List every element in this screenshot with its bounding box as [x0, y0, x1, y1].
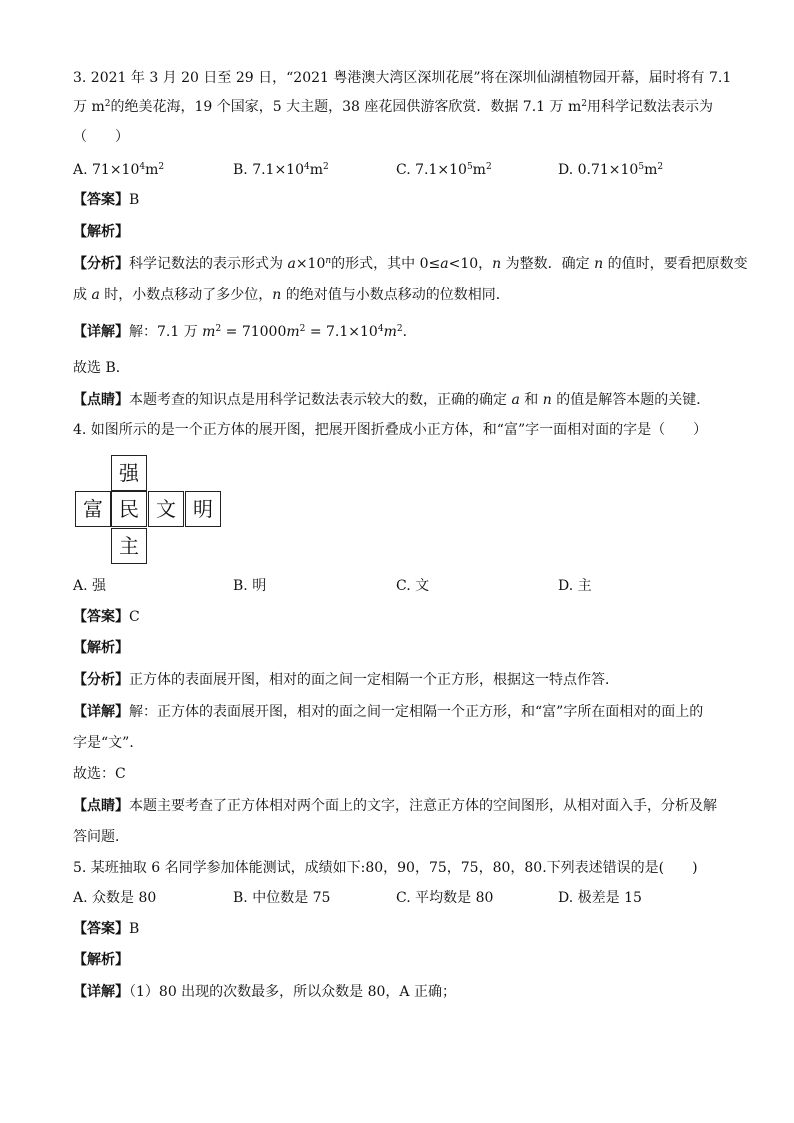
q3-xiangjie: 【详解】解：7.1 万 $m^2 = 71000m^2 = 7.1\times 10^4m^2$．	[73, 324, 417, 340]
q3-stem-line-1: 3. 2021 年 3 月 20 日至 29 日，“2021 粤港澳大湾区深圳花展”将在深圳仙湖植物园开幕，届时将有 7.1	[73, 70, 732, 86]
net-cell-center: 民	[111, 491, 147, 527]
q3-answer: 【答案】B	[73, 192, 140, 208]
q4-stem: 4. 如图所示的是一个正方体的展开图，把展开图折叠成小正方体，和“富”字一面相对面的字是（ ）	[73, 422, 708, 438]
q3-fenxi-line-1: 【分析】科学记数法的表示形式为 $a\times 10^n$的形式，其中 0≤a<10，n 为整数．确定 n 的值时，要看把原数变	[73, 256, 748, 272]
net-cell-top: 强	[111, 455, 147, 491]
q3-option-d: D. $0.71\times 10^5m^2$	[558, 162, 664, 178]
q5-option-a: A. 众数是 80	[73, 890, 157, 906]
q3-option-c: C. $7.1\times 10^5m^2$	[396, 162, 492, 178]
q5-jiexi: 【解析】	[73, 952, 129, 968]
q3-stem-line-2: 万 $m^2$的绝美花海，19 个国家，5 大主题，38 座花园供游客欣赏．数据 7.1 万 $m^2$用科学记数法表示为	[73, 99, 713, 115]
q4-guxuan: 故选：C	[73, 766, 126, 782]
q3-stem-line-3: （ ）	[73, 129, 129, 145]
q4-option-c: C. 文	[396, 578, 430, 594]
q5-xiangjie: 【详解】（1）80 出现的次数最多，所以众数是 80，A 正确；	[73, 984, 456, 1000]
q4-option-d: D. 主	[558, 578, 592, 594]
q4-dianjing-line-1: 【点睛】本题主要考查了正方体相对两个面上的文字，注意正方体的空间图形，从相对面入手，分析及解	[73, 798, 717, 814]
q4-xiangjie-line-1: 【详解】解：正方体的表面展开图，相对的面之间一定相隔一个正方形，和“富”字所在面相对的面上的	[73, 704, 704, 720]
net-cell-right-2: 明	[185, 491, 221, 527]
q5-option-c: C. 平均数是 80	[396, 890, 494, 906]
q3-guxuan: 故选 B．	[73, 360, 130, 376]
q4-option-a: A. 强	[73, 578, 107, 594]
net-cell-left: 富	[75, 491, 111, 527]
q5-options	[73, 888, 723, 908]
q4-dianjing-line-2: 答问题．	[73, 829, 129, 845]
q4-answer: 【答案】C	[73, 609, 140, 625]
q3-option-a: A. $71\times 10^4m^2$	[73, 162, 165, 178]
q4-option-b: B. 明	[233, 578, 267, 594]
q4-options	[73, 576, 723, 596]
q5-stem: 5. 某班抽取 6 名同学参加体能测试，成绩如下:80，90，75，75，80，80.下列表述错误的是( )	[73, 860, 698, 876]
q4-fenxi: 【分析】正方体的表面展开图，相对的面之间一定相隔一个正方形，根据这一特点作答．	[73, 672, 619, 688]
net-cell-right-1: 文	[148, 491, 184, 527]
q3-dianjing: 【点睛】本题考查的知识点是用科学记数法表示较大的数，正确的确定 a 和 n 的值是解答本题的关键．	[73, 392, 711, 408]
q3-fenxi-line-2: 成 a 时，小数点移动了多少位，n 的绝对值与小数点移动的位数相同．	[73, 287, 510, 303]
q3-jiexi: 【解析】	[73, 224, 129, 240]
q5-option-d: D. 极差是 15	[558, 890, 642, 906]
q4-jiexi: 【解析】	[73, 640, 129, 656]
q5-option-b: B. 中位数是 75	[233, 890, 331, 906]
q5-answer: 【答案】B	[73, 921, 140, 937]
q3-options	[73, 160, 723, 180]
q4-xiangjie-line-2: 字是“文”．	[73, 735, 144, 751]
q3-option-b: B. $7.1\times 10^4m^2$	[233, 162, 329, 178]
net-cell-bottom: 主	[111, 528, 147, 564]
cube-net-figure	[75, 455, 221, 567]
